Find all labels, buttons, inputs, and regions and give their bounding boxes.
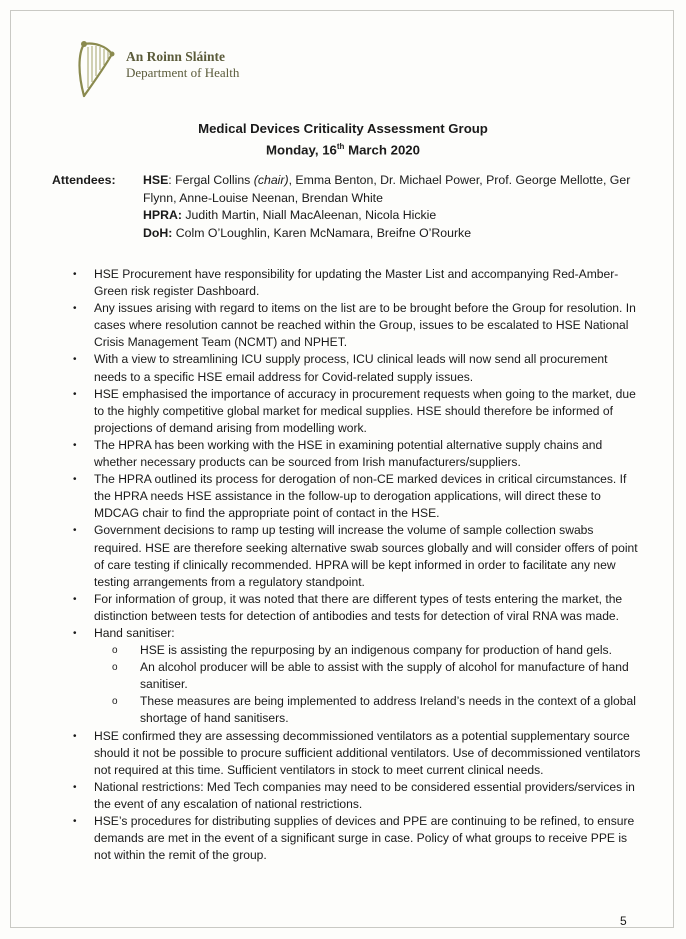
list-item <box>70 728 642 779</box>
date-suffix-sup: th <box>336 142 345 151</box>
attendees-label: Attendees: <box>52 173 116 187</box>
meeting-date <box>0 138 686 159</box>
list-item-hand-sanitiser <box>70 625 642 728</box>
attendees-hse <box>143 172 633 207</box>
circle-bullet-icon: o <box>112 696 118 708</box>
date-prefix: Monday, 16 <box>266 142 337 158</box>
list-item <box>70 386 642 437</box>
date-suffix: March 2020 <box>344 142 420 158</box>
document-title <box>0 120 686 159</box>
sub-list-item <box>112 642 642 659</box>
attendees-hpra <box>143 207 633 225</box>
minutes-bullet-list <box>70 266 642 864</box>
list-item <box>70 591 642 625</box>
bullet-icon: • <box>73 303 77 315</box>
list-item <box>70 813 642 864</box>
list-item <box>70 300 642 351</box>
hse-label: HSE <box>143 173 169 187</box>
circle-bullet-icon: o <box>112 662 118 674</box>
list-item-text: HSE Procurement have responsibility for updating the Master List and accompanying Red-Amber-Green risk register Dashboard. <box>94 267 619 299</box>
bullet-icon: • <box>73 730 77 742</box>
sub-list-item-text: An alcohol producer will be able to assist with the supply of alcohol for manufacture of hand sanitiser. <box>140 660 629 692</box>
page-number: 5 <box>620 914 627 928</box>
bullet-icon: • <box>73 593 77 605</box>
bullet-icon: • <box>73 439 77 451</box>
list-item-text: Hand sanitiser: <box>94 625 175 640</box>
list-item-text: The HPRA has been working with the HSE in examining potential alternative supply chains and whether necessary products can be sourced from Irish manufacturers/suppliers. <box>94 437 603 470</box>
hand-sanitiser-sublist <box>94 642 642 727</box>
bullet-icon: • <box>73 388 77 400</box>
sub-list-item <box>112 693 642 727</box>
attendees-doh <box>143 225 633 243</box>
logo-text <box>126 49 239 80</box>
list-item <box>70 437 642 471</box>
bullet-icon: • <box>73 781 77 793</box>
hse-names: , Emma Benton, Dr. Michael Power, Prof. George Mellotte, Ger Flynn, Anne-Louise Neenan, Brendan White <box>143 173 631 205</box>
logo-english-name: Department of Health <box>126 65 240 80</box>
list-item-text: Government decisions to ramp up testing will increase the volume of sample collection swabs required. HSE are therefore seeking alternative swab sources globally and will consider offers of point of care testing if clinically recommended. HPRA will be kept informed in order to facilitate any new testing arrangements from a regulatory standpoint. <box>94 523 638 589</box>
bullet-icon: • <box>73 525 77 537</box>
doh-names: Colm O’Loughlin, Karen McNamara, Breifne O’Rourke <box>172 225 472 240</box>
hpra-names: Judith Martin, Niall MacAleenan, Nicola Hickie <box>181 208 437 222</box>
bullet-icon: • <box>73 269 77 280</box>
doh-label: DoH: <box>143 225 173 240</box>
bullet-icon: • <box>73 627 77 639</box>
department-logo <box>74 38 239 100</box>
hse-chair: (chair) <box>253 173 289 187</box>
list-item-text: Any issues arising with regard to items on the list are to be brought before the Group for resolution. In cases where resolution cannot be reached within the Group, issues to be escalated to HSE National Crisis Management Team (NCMT) and NPHET. <box>94 301 636 350</box>
list-item <box>70 522 642 590</box>
sub-list-item-text: These measures are being implemented to address Ireland’s needs in the context of a global shortage of hand sanitisers. <box>140 694 636 726</box>
list-item-text: HSE emphasised the importance of accuracy in procurement requests when going to the market, due to the highly competitive global market for medical supplies. HSE should therefore be informed of projections of demand arising from modelling work. <box>94 386 636 435</box>
sub-list-item-text: HSE is assisting the repurposing by an indigenous company for production of hand gels. <box>140 643 612 658</box>
hpra-label: HPRA: <box>143 208 182 222</box>
list-item-text: National restrictions: Med Tech companies may need to be considered essential providers/services in the event of any escalation of national restrictions. <box>94 779 635 811</box>
list-item-text: HSE’s procedures for distributing supplies of devices and PPE are continuing to be refined, to ensure demands are met in the event of a significant surge in case. Policy of what groups to receive PPE is not within the remit of the group. <box>94 814 635 863</box>
list-item <box>70 266 642 300</box>
list-item-text: The HPRA outlined its process for derogation of non-CE marked devices in critical circumstances. If the HPRA needs HSE assistance in the follow-up to derogation applications, will direct these to MDCAG chair to find the appropriate point of contact in the HSE. <box>94 472 627 521</box>
harp-icon <box>74 38 118 100</box>
bullet-icon: • <box>73 354 77 366</box>
sub-list-item <box>112 659 642 693</box>
list-item <box>70 351 642 385</box>
logo-irish-name: An Roinn Sláinte <box>126 49 226 64</box>
bullet-icon: • <box>73 474 77 486</box>
attendees-list <box>143 172 633 242</box>
circle-bullet-icon: o <box>112 645 118 657</box>
list-item <box>70 471 642 522</box>
title-line: Medical Devices Criticality Assessment Group <box>198 121 488 136</box>
bullet-icon: • <box>73 816 77 827</box>
list-item <box>70 779 642 813</box>
list-item-text: For information of group, it was noted that there are different types of tests entering the market, the distinction between tests for detection of antibodies and tests for detection of viral RNA was made. <box>94 591 623 623</box>
hse-first: : Fergal Collins <box>168 173 254 187</box>
list-item-text: HSE confirmed they are assessing decommissioned ventilators as a potential supplementary source should it not be possible to procure sufficient additional ventilators. Use of decommissioned ventilators not required at this time. Sufficient ventilators in stock to meet current clinical needs. <box>94 728 641 777</box>
list-item-text: With a view to streamlining ICU supply process, ICU clinical leads will now send all procurement needs to a specific HSE email address for Covid-related supply issues. <box>94 352 608 384</box>
